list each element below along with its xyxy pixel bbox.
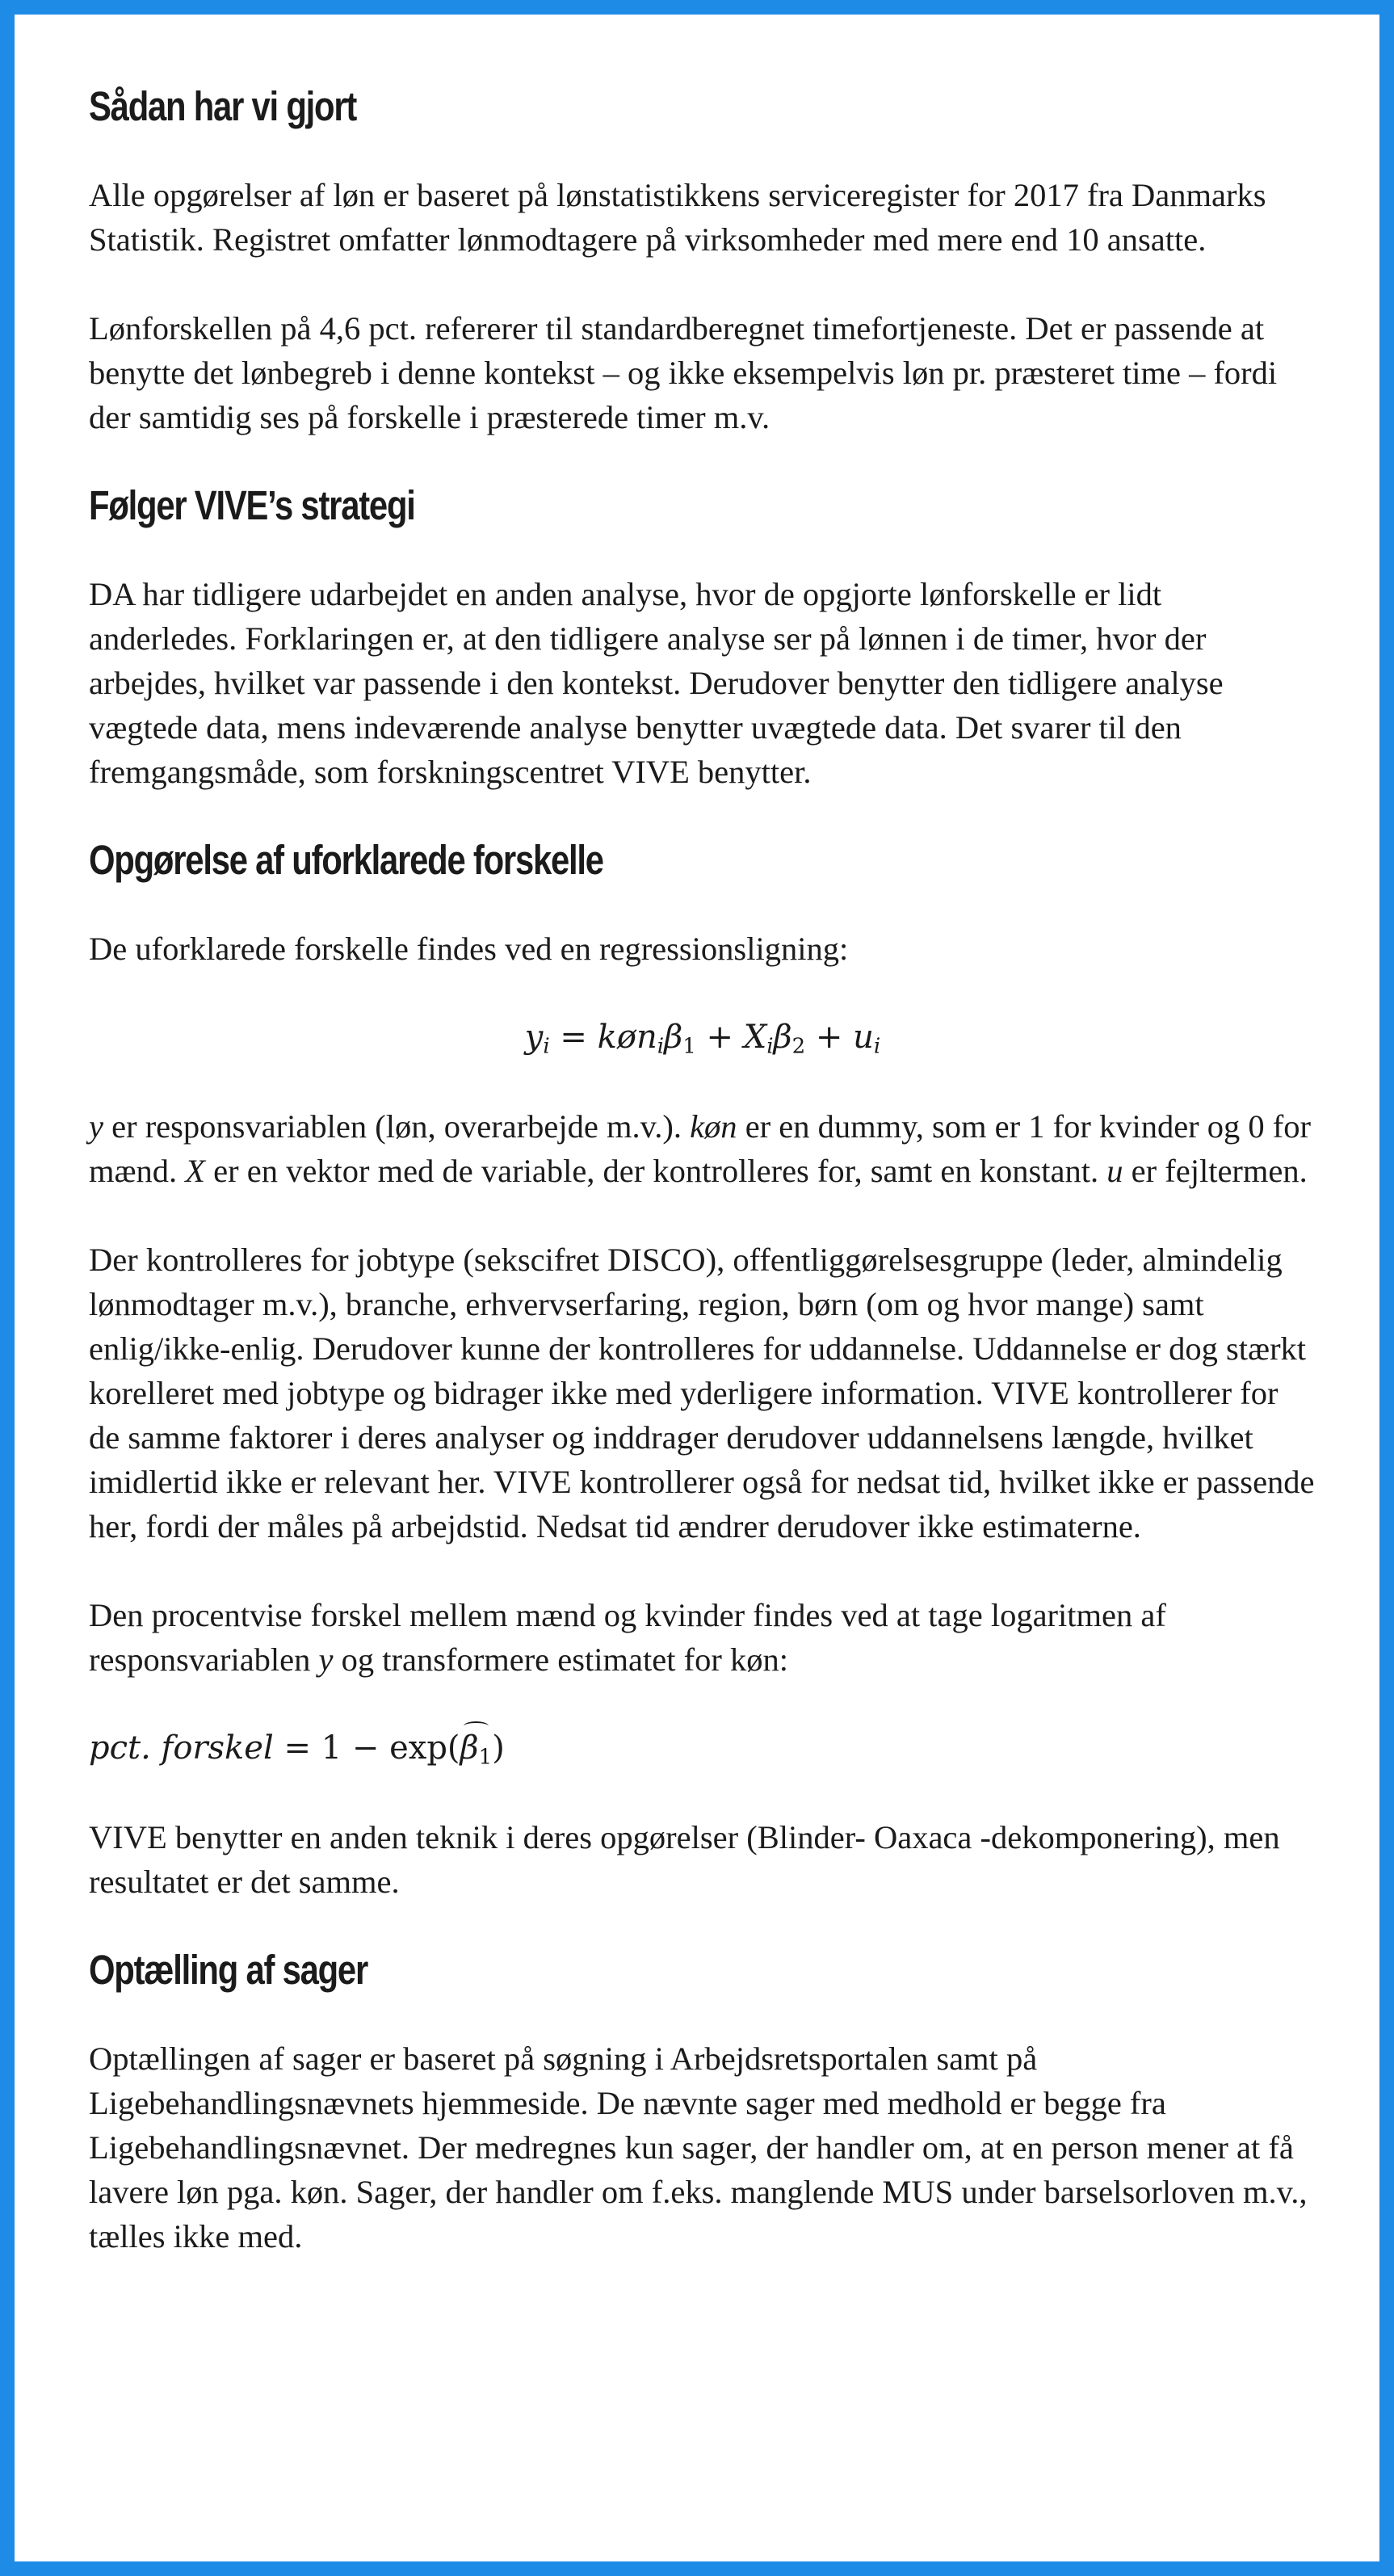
paragraph-regression-intro: De uforklarede forskelle findes ved en regressionsligning: <box>89 931 849 967</box>
paragraph-case-count: Optællingen af sager er baseret på søgning i Arbejdsretsportalen samt på Ligebehandlingsnævnets hjemmeside. De nævnte sager med medhold er begge fra Ligebehandlingsnævnet. Der medregnes kun sager, der handler om, at en person mener at få lavere løn pga. køn. Sager, der handler om f.eks. manglende MUS under barselsorloven m.v., tælles ikke med. <box>89 2040 1308 2255</box>
paragraph-percent-difference: Den procentvise forskel mellem mænd og kvinder findes ved at tage logaritmen af responsvariablen y og transformere estimatet for køn: <box>89 1597 1166 1678</box>
section-heading-method: Sådan har vi gjort <box>89 83 357 129</box>
paragraph-method-note: VIVE benytter en anden teknik i deres opgørelser (Blinder- Oaxaca -dekomponering), men resultatet er det samme. <box>89 1819 1280 1900</box>
paragraph-controls: Der kontrolleres for jobtype (sekscifret DISCO), offentliggørelsesgruppe (leder, almindelig lønmodtager m.v.), branche, erhvervserfaring, region, børn (om og hvor mange) samt enlig/ikke-enlig. Derudover kunne der kontrolleres for uddannelse. Uddannelse er dog stærkt korelleret med jobtype og bidrager ikke med yderligere information. VIVE kontrollerer for de samme faktorer i deres analyser og inddrager derudover uddannelsens længde, hvilket imidlertid ikke er relevant her. VIVE kontrollerer også for nedsat tid, hvilket ikke er passende her, fordi der måles på arbejdstid. Nedsat tid ændrer derudover ikke estimaterne. <box>89 1242 1315 1544</box>
paragraph-previous-analysis: DA har tidligere udarbejdet en anden analyse, hvor de opgjorte lønforskelle er lidt anderledes. Forklaringen er, at den tidligere analyse ser på lønnen i de timer, hvor der arbejdes, hvilket var passende i den kontekst. Derudover benytter den tidligere analyse vægtede data, mens indeværende analyse benytter uvægtede data. Det svarer til den fremgangsmåde, som forskningscentret VIVE benytter. <box>89 576 1224 790</box>
paragraph-data-source: Alle opgørelser af løn er baseret på lønstatistikkens serviceregister for 2017 fra Danmarks Statistik. Registret omfatter lønmodtagere på virksomheder med mere end 10 ansatte. <box>89 177 1266 258</box>
section-heading-unexplained: Opgørelse af uforklarede forskelle <box>89 837 603 883</box>
paragraph-wage-gap: Lønforskellen på 4,6 pct. refererer til standardberegnet timefortjeneste. Det er passende at benytte det lønbegreb i denne kontekst – og ikke eksempelvis løn pr. præsteret time – fordi der samtidig ses på forskelle i præsterede timer m.v. <box>89 310 1278 435</box>
beta-hat: $\beta_1$ <box>460 1726 493 1771</box>
section-heading-vive-strategy: Følger VIVE’s strategi <box>89 482 415 528</box>
regression-equation: $y_i$ = $køn_i\beta_1 + X_i\beta_2 + u_i$ <box>524 1019 881 1059</box>
paragraph-variable-definitions: y er responsvariablen (løn, overarbejde m.v.). køn er en dummy, som er 1 for kvinder og 0 for mænd. X er en vektor med de variable, der kontrolleres for, samt en konstant. u er fejltermen. <box>89 1108 1312 1189</box>
document-content <box>89 81 1316 2303</box>
percent-difference-equation: pct. forskel = $1 - \exp(\beta_1)$ <box>89 1726 1316 1771</box>
section-heading-case-count: Optælling af sager <box>89 1947 368 1993</box>
